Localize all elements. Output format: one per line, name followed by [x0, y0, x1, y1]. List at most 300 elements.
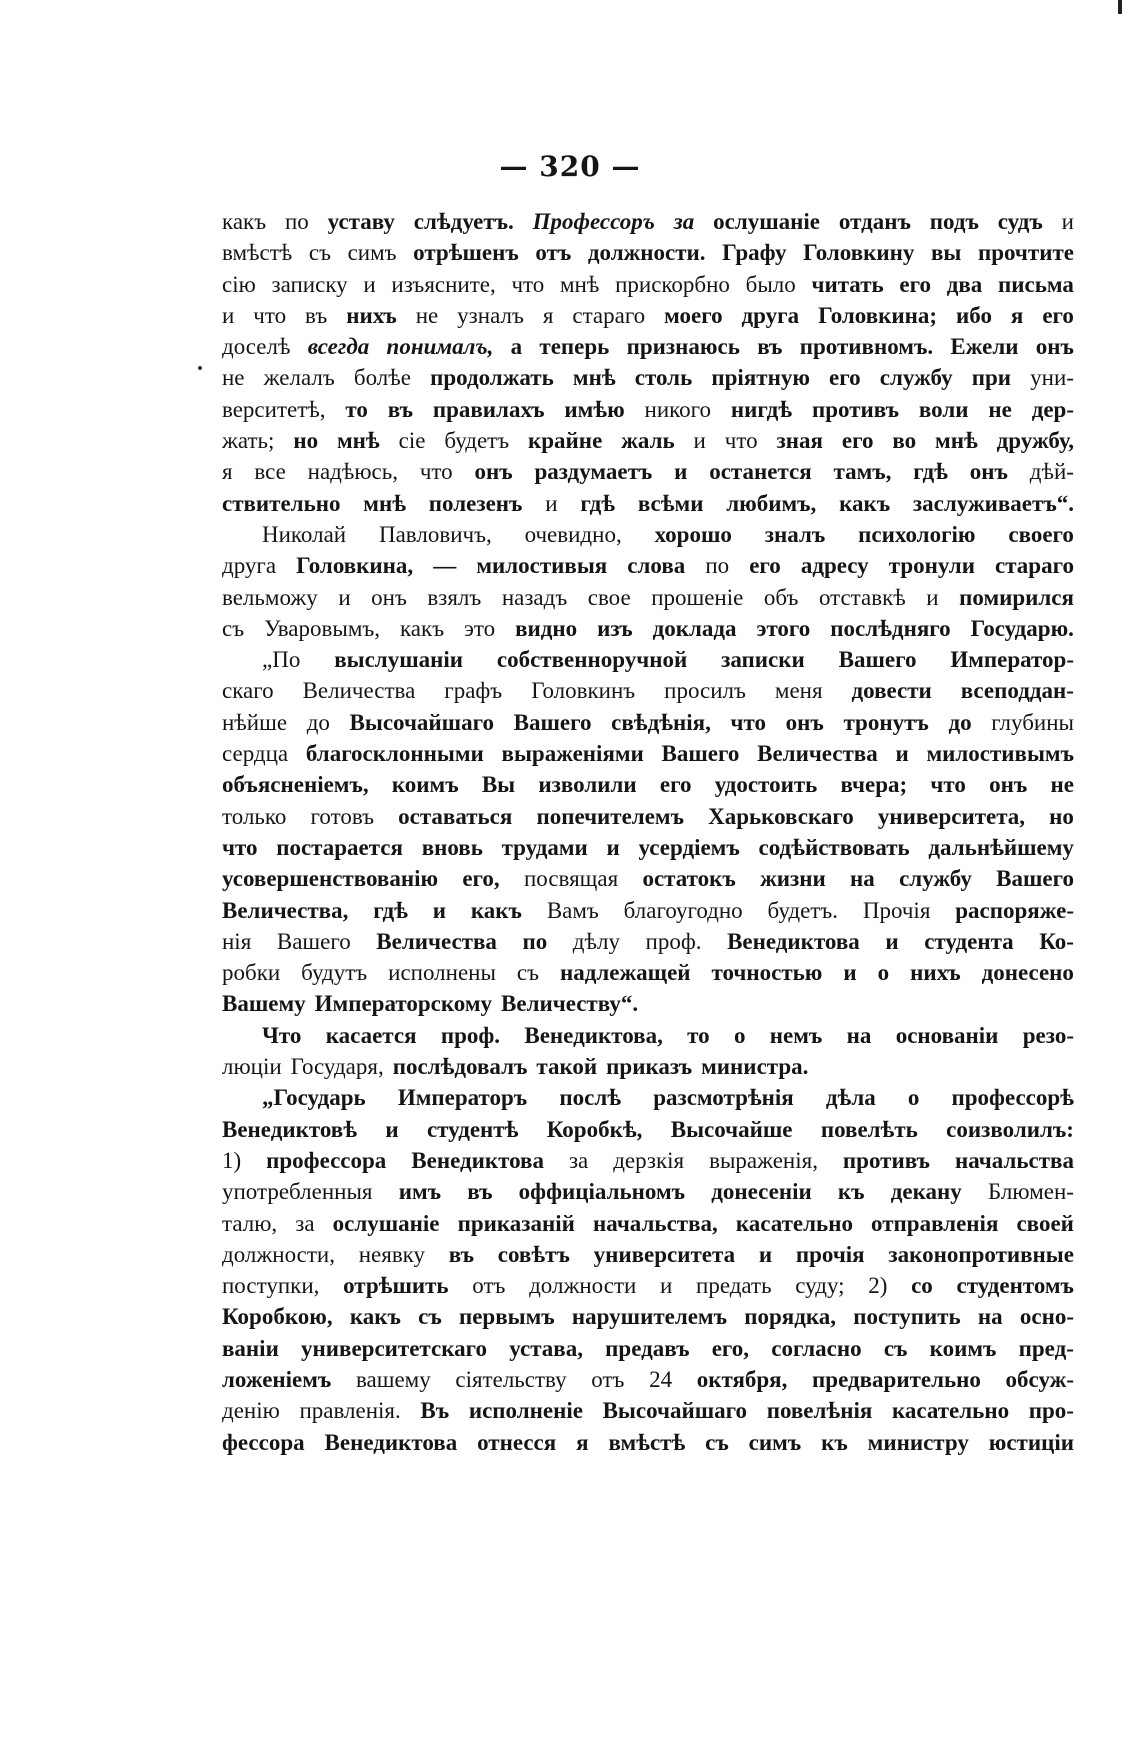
- word: про-: [1028, 1398, 1074, 1424]
- word: адресу: [800, 553, 869, 579]
- word: вмѣстѣ: [608, 1429, 686, 1455]
- word: вновь: [421, 834, 483, 860]
- word: мнѣ: [363, 490, 407, 516]
- word: будутъ: [301, 960, 368, 986]
- word: друга: [222, 553, 277, 579]
- word: Профессоръ: [532, 209, 655, 234]
- word: слѣдуетъ.: [413, 209, 514, 234]
- word: видно: [515, 615, 578, 641]
- word: продолжать: [430, 365, 554, 391]
- word: Высочайшаго: [349, 709, 494, 735]
- word: правилахъ: [432, 396, 545, 422]
- word: по: [705, 553, 730, 579]
- word: „По: [262, 647, 301, 673]
- word: не: [1050, 772, 1074, 798]
- word: Головкина,: [296, 553, 414, 579]
- word: университета,: [877, 803, 1026, 829]
- word: онъ: [474, 459, 513, 485]
- word: будетъ: [444, 428, 510, 454]
- word: и: [693, 428, 706, 454]
- word: своей: [1016, 1210, 1074, 1236]
- word: Харьковскаго: [708, 803, 854, 829]
- word: понималъ,: [386, 334, 494, 360]
- word: противъ: [842, 1147, 930, 1173]
- word: пред-: [1018, 1335, 1074, 1361]
- word: останется: [709, 459, 812, 485]
- word: этого: [756, 615, 811, 641]
- word: Вашего: [996, 866, 1074, 892]
- word: въ: [387, 396, 413, 422]
- word: слова: [627, 553, 686, 579]
- word: уставу: [327, 209, 395, 234]
- text-line: [222, 1208, 1074, 1239]
- word: и: [885, 928, 899, 954]
- word: Императорскому: [314, 991, 493, 1017]
- word: его: [659, 772, 692, 798]
- word: Венедиктова: [324, 1429, 458, 1455]
- word: столь: [634, 365, 693, 391]
- word: его: [749, 553, 781, 579]
- text-line: [222, 1114, 1074, 1145]
- word: осно-: [1019, 1304, 1074, 1330]
- word: трудами: [501, 834, 588, 860]
- word: ослушаніе: [713, 209, 821, 234]
- word: его,: [711, 1335, 750, 1361]
- word: отнесся: [477, 1429, 557, 1455]
- word: и: [338, 584, 351, 610]
- word: Величества: [376, 928, 497, 954]
- word: исполненіе: [468, 1398, 583, 1424]
- word: профессора: [266, 1147, 387, 1173]
- word: и: [363, 271, 376, 297]
- word: отправленія: [871, 1210, 999, 1236]
- word: въ: [305, 302, 328, 328]
- word: о: [907, 1085, 920, 1111]
- text-line: [222, 1145, 1074, 1176]
- word: благосклонными: [305, 741, 484, 767]
- word: во: [892, 428, 917, 454]
- word: съ: [705, 1429, 729, 1455]
- word: проф.: [645, 928, 702, 954]
- text-line: [222, 269, 1074, 300]
- word: содѣйствовать: [758, 834, 910, 860]
- word: распоряже-: [955, 897, 1074, 923]
- word: устава,: [509, 1335, 583, 1361]
- word: выслушаніи: [334, 647, 464, 673]
- word: читать: [811, 271, 884, 297]
- word: его: [841, 428, 874, 454]
- word: прошеніе: [651, 584, 744, 610]
- word: любимъ,: [726, 490, 817, 516]
- word: Венедиктова: [411, 1147, 544, 1173]
- word: и: [660, 1273, 673, 1299]
- word: съ: [883, 1335, 908, 1361]
- word: и: [606, 834, 620, 860]
- word: повелѣть: [820, 1116, 918, 1142]
- word: вчера;: [840, 772, 908, 798]
- word: прискорбно: [615, 271, 730, 297]
- word: обсуж-: [1005, 1366, 1074, 1392]
- word: свое: [587, 584, 631, 610]
- word: жать;: [222, 428, 275, 454]
- word: но: [1049, 803, 1074, 829]
- word: что: [222, 834, 258, 860]
- word: вы: [931, 240, 962, 266]
- word: коимъ: [391, 772, 459, 798]
- word: отъ: [472, 1273, 506, 1299]
- word: раздумаетъ: [534, 459, 653, 485]
- word: къ: [837, 1179, 865, 1205]
- word: что: [511, 271, 545, 297]
- word: моего: [664, 302, 723, 328]
- word: за: [673, 209, 695, 234]
- word: хорошо: [654, 521, 732, 547]
- word: только: [222, 803, 287, 829]
- text-line: [222, 550, 1074, 581]
- word: послѣдовалъ: [392, 1054, 528, 1080]
- text-line: [222, 801, 1074, 832]
- word: Ежели: [950, 334, 1019, 360]
- word: воли: [918, 396, 969, 422]
- word: онъ: [371, 584, 407, 610]
- word: порядка,: [744, 1304, 837, 1330]
- word: какъ: [399, 615, 445, 641]
- word: не: [988, 396, 1012, 422]
- word: два: [946, 271, 983, 297]
- word: начальства,: [593, 1210, 718, 1236]
- text-line: [222, 1301, 1074, 1332]
- word: Венедиктовѣ: [222, 1116, 357, 1142]
- word: Вашего: [838, 647, 917, 673]
- text-line: [222, 613, 1074, 644]
- word: мнѣ: [560, 271, 600, 297]
- word: назадъ: [501, 584, 568, 610]
- word: подъ: [929, 209, 979, 234]
- word: его: [899, 271, 931, 297]
- word: и: [1061, 209, 1074, 234]
- text-line: [222, 519, 1074, 550]
- word: послѣдняго: [830, 615, 951, 641]
- word: благоугодно: [623, 897, 743, 923]
- text-line: [222, 1395, 1074, 1426]
- word: а: [510, 334, 523, 360]
- word: какъ: [839, 490, 891, 516]
- word: и: [926, 584, 939, 610]
- word: начальства: [954, 1147, 1074, 1173]
- word: о: [877, 960, 890, 986]
- word: вельможу: [222, 584, 318, 610]
- word: Величества: [757, 741, 878, 767]
- text-line: [222, 707, 1074, 738]
- word: собственноручной: [496, 647, 688, 673]
- word: жизни: [760, 866, 826, 892]
- word: университетскаго: [301, 1335, 487, 1361]
- text-line: [222, 769, 1074, 800]
- word: какъ: [222, 209, 267, 234]
- word: ибо: [956, 302, 992, 328]
- word: 2): [868, 1273, 888, 1299]
- word: такой: [536, 1054, 598, 1080]
- word: гдѣ: [913, 459, 948, 485]
- word: милостивыя: [476, 553, 608, 579]
- scan-edge-mark: [1118, 0, 1122, 14]
- word: соизволилъ:: [946, 1116, 1074, 1142]
- word: и: [545, 490, 558, 516]
- word: употребленныя: [222, 1179, 373, 1205]
- word: Вамъ: [546, 897, 599, 923]
- word: Головкину: [803, 240, 915, 266]
- word: то: [687, 1022, 710, 1048]
- word: жаль: [621, 428, 675, 454]
- word: отставкѣ: [818, 584, 906, 610]
- word: послѣ: [559, 1085, 622, 1111]
- word: надлежащей: [559, 960, 691, 986]
- word: въ: [467, 1179, 493, 1205]
- word: имѣю: [564, 396, 625, 422]
- word: и: [895, 741, 909, 767]
- word: донесеніи: [711, 1179, 812, 1205]
- word: онъ: [969, 459, 1008, 485]
- word: исполнены: [388, 960, 496, 986]
- word: пріятную: [711, 365, 810, 391]
- word: будетъ.: [767, 897, 838, 923]
- word: не: [415, 302, 439, 328]
- word: узналъ: [457, 302, 524, 328]
- word: должности.: [587, 240, 706, 266]
- word: его,: [462, 866, 500, 892]
- word: оффиціальномъ: [518, 1179, 686, 1205]
- word: никого: [644, 396, 711, 422]
- word: повелѣнія: [766, 1398, 873, 1424]
- text-line: [222, 1051, 1074, 1082]
- text-line: [222, 1239, 1074, 1270]
- word: студента: [924, 928, 1014, 954]
- word: Величеству“.: [501, 991, 639, 1017]
- word: законопротивные: [888, 1241, 1074, 1267]
- word: меня: [774, 678, 823, 704]
- word: талю,: [222, 1210, 278, 1236]
- word: за: [295, 1210, 315, 1236]
- word: оставаться: [398, 803, 513, 829]
- word: тронутъ: [843, 709, 929, 735]
- word: въ: [448, 1241, 475, 1267]
- word: гдѣ: [580, 490, 616, 516]
- word: готовъ: [310, 803, 375, 829]
- word: профессорѣ: [951, 1085, 1074, 1111]
- word: посвящая: [523, 866, 619, 892]
- word: отрѣшенъ: [413, 240, 519, 266]
- word: до: [948, 709, 972, 735]
- word: крайне: [528, 428, 603, 454]
- word: все: [254, 459, 286, 485]
- word: суду;: [795, 1273, 845, 1299]
- word: доселѣ: [222, 334, 291, 360]
- word: отданъ: [838, 209, 911, 234]
- word: Что: [262, 1022, 302, 1048]
- word: свѣдѣнія,: [611, 709, 711, 735]
- word: было: [745, 271, 796, 297]
- word: зналъ: [764, 521, 826, 547]
- word: предварительно: [812, 1366, 981, 1392]
- text-line: [222, 863, 1074, 894]
- word: касательно: [735, 1210, 853, 1236]
- word: сіятельству: [455, 1366, 567, 1392]
- word: Коробкою,: [222, 1304, 333, 1330]
- word: удостоить: [714, 772, 818, 798]
- text-line: [222, 738, 1074, 769]
- word: отрѣшить: [343, 1273, 449, 1299]
- word: по: [284, 209, 309, 234]
- word: признаюсь: [626, 334, 740, 360]
- word: касательно: [891, 1398, 1010, 1424]
- text-line: [222, 1270, 1074, 1301]
- word: Блюмен-: [987, 1179, 1074, 1205]
- word: въ: [757, 334, 783, 360]
- word: предать: [696, 1273, 772, 1299]
- word: тамъ,: [833, 459, 892, 485]
- word: приказаній: [457, 1210, 575, 1236]
- word: основаніи: [895, 1022, 999, 1048]
- word: симъ: [347, 240, 397, 266]
- word: глубины: [991, 709, 1074, 735]
- word: Император-: [950, 647, 1074, 673]
- word: полезенъ: [428, 490, 523, 516]
- word: но: [293, 428, 319, 454]
- text-line: [222, 488, 1074, 519]
- word: и: [432, 897, 447, 923]
- word: что: [730, 709, 766, 735]
- word: согласно: [771, 1335, 862, 1361]
- word: симъ: [748, 1429, 802, 1455]
- word: очевидно,: [524, 521, 622, 547]
- word: вмѣстѣ: [222, 240, 293, 266]
- word: онъ: [1035, 334, 1074, 360]
- text-line: [222, 1333, 1074, 1364]
- word: нихъ: [910, 960, 961, 986]
- word: и: [843, 960, 857, 986]
- word: мнѣ: [935, 428, 978, 454]
- text-line: [222, 1364, 1074, 1395]
- word: студентѣ: [426, 1116, 519, 1142]
- word: къ: [821, 1429, 848, 1455]
- word: онъ: [785, 709, 824, 735]
- word: резо-: [1022, 1022, 1074, 1048]
- word: верситетѣ,: [222, 396, 326, 422]
- text-line: [222, 926, 1074, 957]
- word: нихъ: [346, 302, 397, 328]
- word: что: [253, 302, 287, 328]
- word: стараго: [572, 302, 646, 328]
- word: приказъ: [606, 1054, 693, 1080]
- word: дальнѣйшему: [928, 834, 1074, 860]
- word: и: [758, 1241, 773, 1267]
- word: отъ: [535, 240, 572, 266]
- text-line: [222, 644, 1074, 675]
- word: онъ: [989, 772, 1028, 798]
- word: съ: [418, 1304, 442, 1330]
- word: это: [464, 615, 496, 641]
- word: записки: [721, 647, 805, 673]
- word: декану: [890, 1179, 962, 1205]
- word: 24: [649, 1366, 673, 1392]
- word: не: [222, 365, 245, 391]
- word: поступить: [853, 1304, 961, 1330]
- text-line: [222, 1427, 1074, 1458]
- word: службу: [899, 866, 972, 892]
- word: выраженія,: [709, 1147, 818, 1173]
- word: я: [222, 459, 233, 485]
- word: октября,: [696, 1366, 788, 1392]
- word: сіе: [398, 428, 426, 454]
- word: доклада: [652, 615, 737, 641]
- word: сію: [222, 271, 256, 297]
- word: Высочайше: [670, 1116, 793, 1142]
- word: ослушаніе: [332, 1210, 440, 1236]
- text-line: [222, 582, 1074, 613]
- text-line: [222, 957, 1074, 988]
- text-line: [222, 1082, 1074, 1113]
- word: на: [977, 1304, 1003, 1330]
- word: проф.: [440, 1022, 501, 1048]
- body-text: [222, 206, 1074, 1458]
- word: я: [576, 1429, 589, 1455]
- text-line: [222, 237, 1074, 268]
- word: и: [385, 1116, 399, 1142]
- text-line: [222, 394, 1074, 425]
- word: робки: [222, 960, 281, 986]
- word: всегда: [307, 334, 370, 360]
- word: фессора: [222, 1429, 305, 1455]
- word: неявку: [358, 1241, 426, 1267]
- word: Николай: [262, 521, 347, 547]
- word: Венедиктова,: [524, 1022, 663, 1048]
- word: прочтите: [977, 240, 1074, 266]
- word: Уваровымъ,: [264, 615, 381, 641]
- margin-dot: [198, 366, 202, 370]
- word: взялъ: [427, 584, 482, 610]
- word: Высочайшаго: [602, 1398, 748, 1424]
- word: правленія.: [299, 1398, 401, 1424]
- word: противъ: [811, 396, 900, 422]
- text-line: [222, 988, 1074, 1019]
- text-line: [222, 362, 1074, 393]
- word: друга: [741, 302, 800, 328]
- word: на: [846, 1022, 872, 1048]
- word: болѣе: [353, 365, 411, 391]
- word: Головкина;: [818, 302, 938, 328]
- word: имъ: [398, 1179, 442, 1205]
- word: за: [568, 1147, 589, 1173]
- word: что: [930, 772, 966, 798]
- word: нѣйше: [222, 709, 288, 735]
- word: по: [522, 928, 548, 954]
- word: Вы: [481, 772, 516, 798]
- word: юстиціи: [988, 1429, 1074, 1455]
- word: разсмотрѣнія: [653, 1085, 794, 1111]
- word: надѣюсь,: [307, 459, 398, 485]
- word: 1): [222, 1147, 242, 1173]
- word: остатокъ: [642, 866, 736, 892]
- text-line: [222, 300, 1074, 331]
- word: своего: [1008, 521, 1074, 547]
- word: точностью: [711, 960, 823, 986]
- word: съ: [516, 960, 540, 986]
- word: Вашего: [661, 741, 740, 767]
- word: нигдѣ: [730, 396, 793, 422]
- word: Императоръ: [397, 1085, 528, 1111]
- text-line: [222, 1020, 1074, 1051]
- word: Вашего: [513, 709, 592, 735]
